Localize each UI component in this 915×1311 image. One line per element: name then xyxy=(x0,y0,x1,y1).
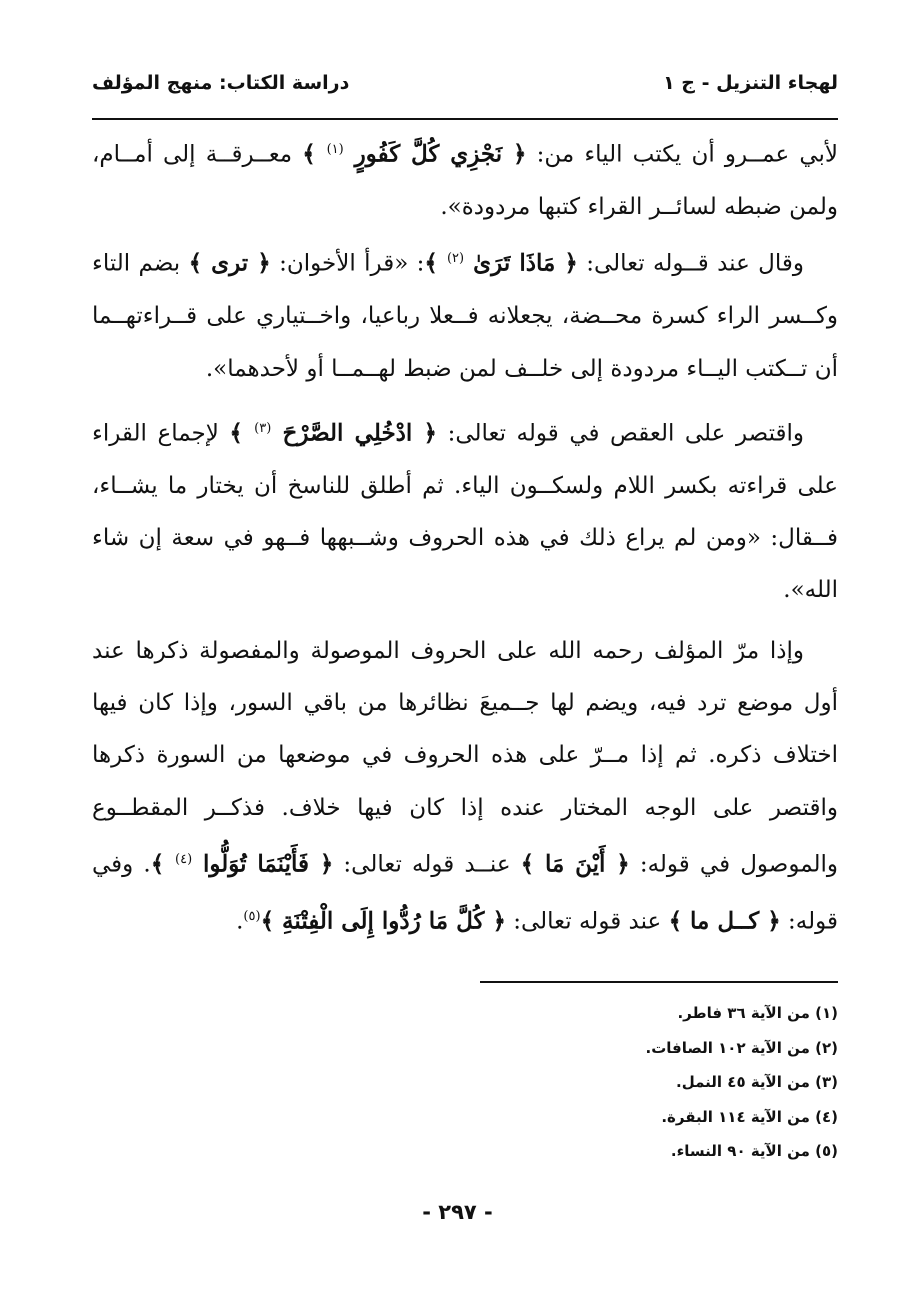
footnote-text: من الآية ١١٤ البقرة. xyxy=(661,1107,810,1126)
footnote-separator xyxy=(480,981,838,983)
footnote-item xyxy=(92,1100,838,1135)
text-run: لأبي عمــرو أن يكتب الياء من: xyxy=(526,141,839,168)
quran-quote-close: ﴾ xyxy=(424,249,447,277)
quran-quote: ﴿ مَاذَا تَرَىٰ xyxy=(464,249,578,277)
header-rule xyxy=(92,118,838,120)
header-section-title: دراسة الكتاب: منهج المؤلف xyxy=(92,72,350,94)
footnote-item xyxy=(92,996,838,1031)
footnote-item xyxy=(92,1065,838,1100)
footnote-text: من الآية ٣٦ فاطر. xyxy=(677,1004,810,1022)
footnote-item xyxy=(92,1031,838,1066)
footnote-number: (٥) xyxy=(815,1142,838,1160)
quran-quote: ﴿ نَجْزِي كُلَّ كَفُورٍ xyxy=(343,140,527,168)
text-run: . xyxy=(236,908,244,935)
paragraph-1 xyxy=(92,124,838,233)
quran-quote-close: ﴾ xyxy=(229,419,255,447)
text-run: وقال عند قــوله تعالى: xyxy=(577,250,804,277)
text-run: معــرقــة إلى أمــام، ولمن ضبطه لسائــر القراء كتبها مردودة». xyxy=(92,141,838,220)
footnote-text: من الآية ٤٥ النمل. xyxy=(676,1073,810,1091)
text-run: واقتصر على العقص في قوله تعالى: xyxy=(437,420,805,447)
paragraph-3 xyxy=(92,403,838,617)
footnote-number: (٢) xyxy=(815,1038,838,1057)
paragraph-4 xyxy=(92,625,838,948)
footnote-ref: (١) xyxy=(326,142,344,157)
main-text xyxy=(92,124,838,948)
footnote-item xyxy=(92,1134,838,1169)
text-run: . وفي قوله: xyxy=(92,851,838,935)
text-run: بضم التاء وكــسر الراء كسرة محــضة، يجعلانه فــعلا رباعيا، واخــتياري على قــراءتهــما أن تــكتب اليــاء مردودة إلى خلــف لمن ضبط لهــمــا أو لأحدهما». xyxy=(92,250,838,382)
page-number: - ٢٩٧ - xyxy=(422,1200,493,1224)
text-run: وإذا مرّ المؤلف رحمه الله على الحروف الموصولة والمفصولة ذكرها عند أول موضع ترد فيه، ويضم لها جــميعَ نظائرها من باقي السور، وإذا كان فيها اختلاف ذكره. ثم إذا مــرّ على هذه الحروف في موضعها من السورة ذكرها واقتصر على الوجه المختار عنده إذا كان فيها خلاف. فذكــر المقطــوع والموصول في قوله: xyxy=(92,637,839,878)
footnote-number: (٤) xyxy=(815,1107,838,1126)
text-run: عند قوله تعالى: xyxy=(505,908,669,935)
text-run: : «قرأ الأخوان: xyxy=(270,250,425,277)
footnote-number: (٣) xyxy=(815,1073,838,1091)
quran-quote: ﴿ كــل ما ﴾ xyxy=(668,907,781,935)
footnote-text: من الآية ١٠٢ الصافات. xyxy=(645,1038,810,1057)
header-book-title: لهجاء التنزيل - ج ١ xyxy=(663,72,838,94)
running-header xyxy=(92,68,838,108)
footnote-text: من الآية ٩٠ النساء. xyxy=(670,1142,810,1160)
footnote-ref: (٣) xyxy=(254,420,272,436)
quran-quote: ﴿ ترى ﴾ xyxy=(188,249,271,277)
footnote-ref: (٥) xyxy=(243,908,261,924)
text-run: لإجماع القراء على قراءته بكسر اللام ولسكــون الياء. ثم أطلق للناسخ أن يختار ما يشــاء، فــقال: «ومن لم يراع ذلك في هذه الحروف وشــبهها فــهو في سعة إن شاء الله». xyxy=(92,420,838,604)
text-run: عنــد قوله تعالى: xyxy=(333,851,521,878)
footnote-number: (١) xyxy=(815,1004,838,1022)
quran-quote: ﴿ فَأَيْنَمَا تُوَلُّوا xyxy=(192,850,334,878)
footnotes xyxy=(92,996,838,1169)
quran-quote: ﴿ ادْخُلِي الصَّرْحَ xyxy=(271,419,438,447)
paragraph-2 xyxy=(92,233,838,395)
quran-quote: ﴿ كُلَّ مَا رُدُّوا إِلَى الْفِتْنَةِ ﴾ xyxy=(260,907,506,935)
quran-quote-close: ﴾ xyxy=(302,140,327,168)
quran-quote-close: ﴾ xyxy=(150,850,176,878)
quran-quote: ﴿ أَيْنَ مَا ﴾ xyxy=(520,850,630,878)
footnote-ref: (٢) xyxy=(446,251,465,267)
footnote-ref: (٤) xyxy=(175,851,193,867)
